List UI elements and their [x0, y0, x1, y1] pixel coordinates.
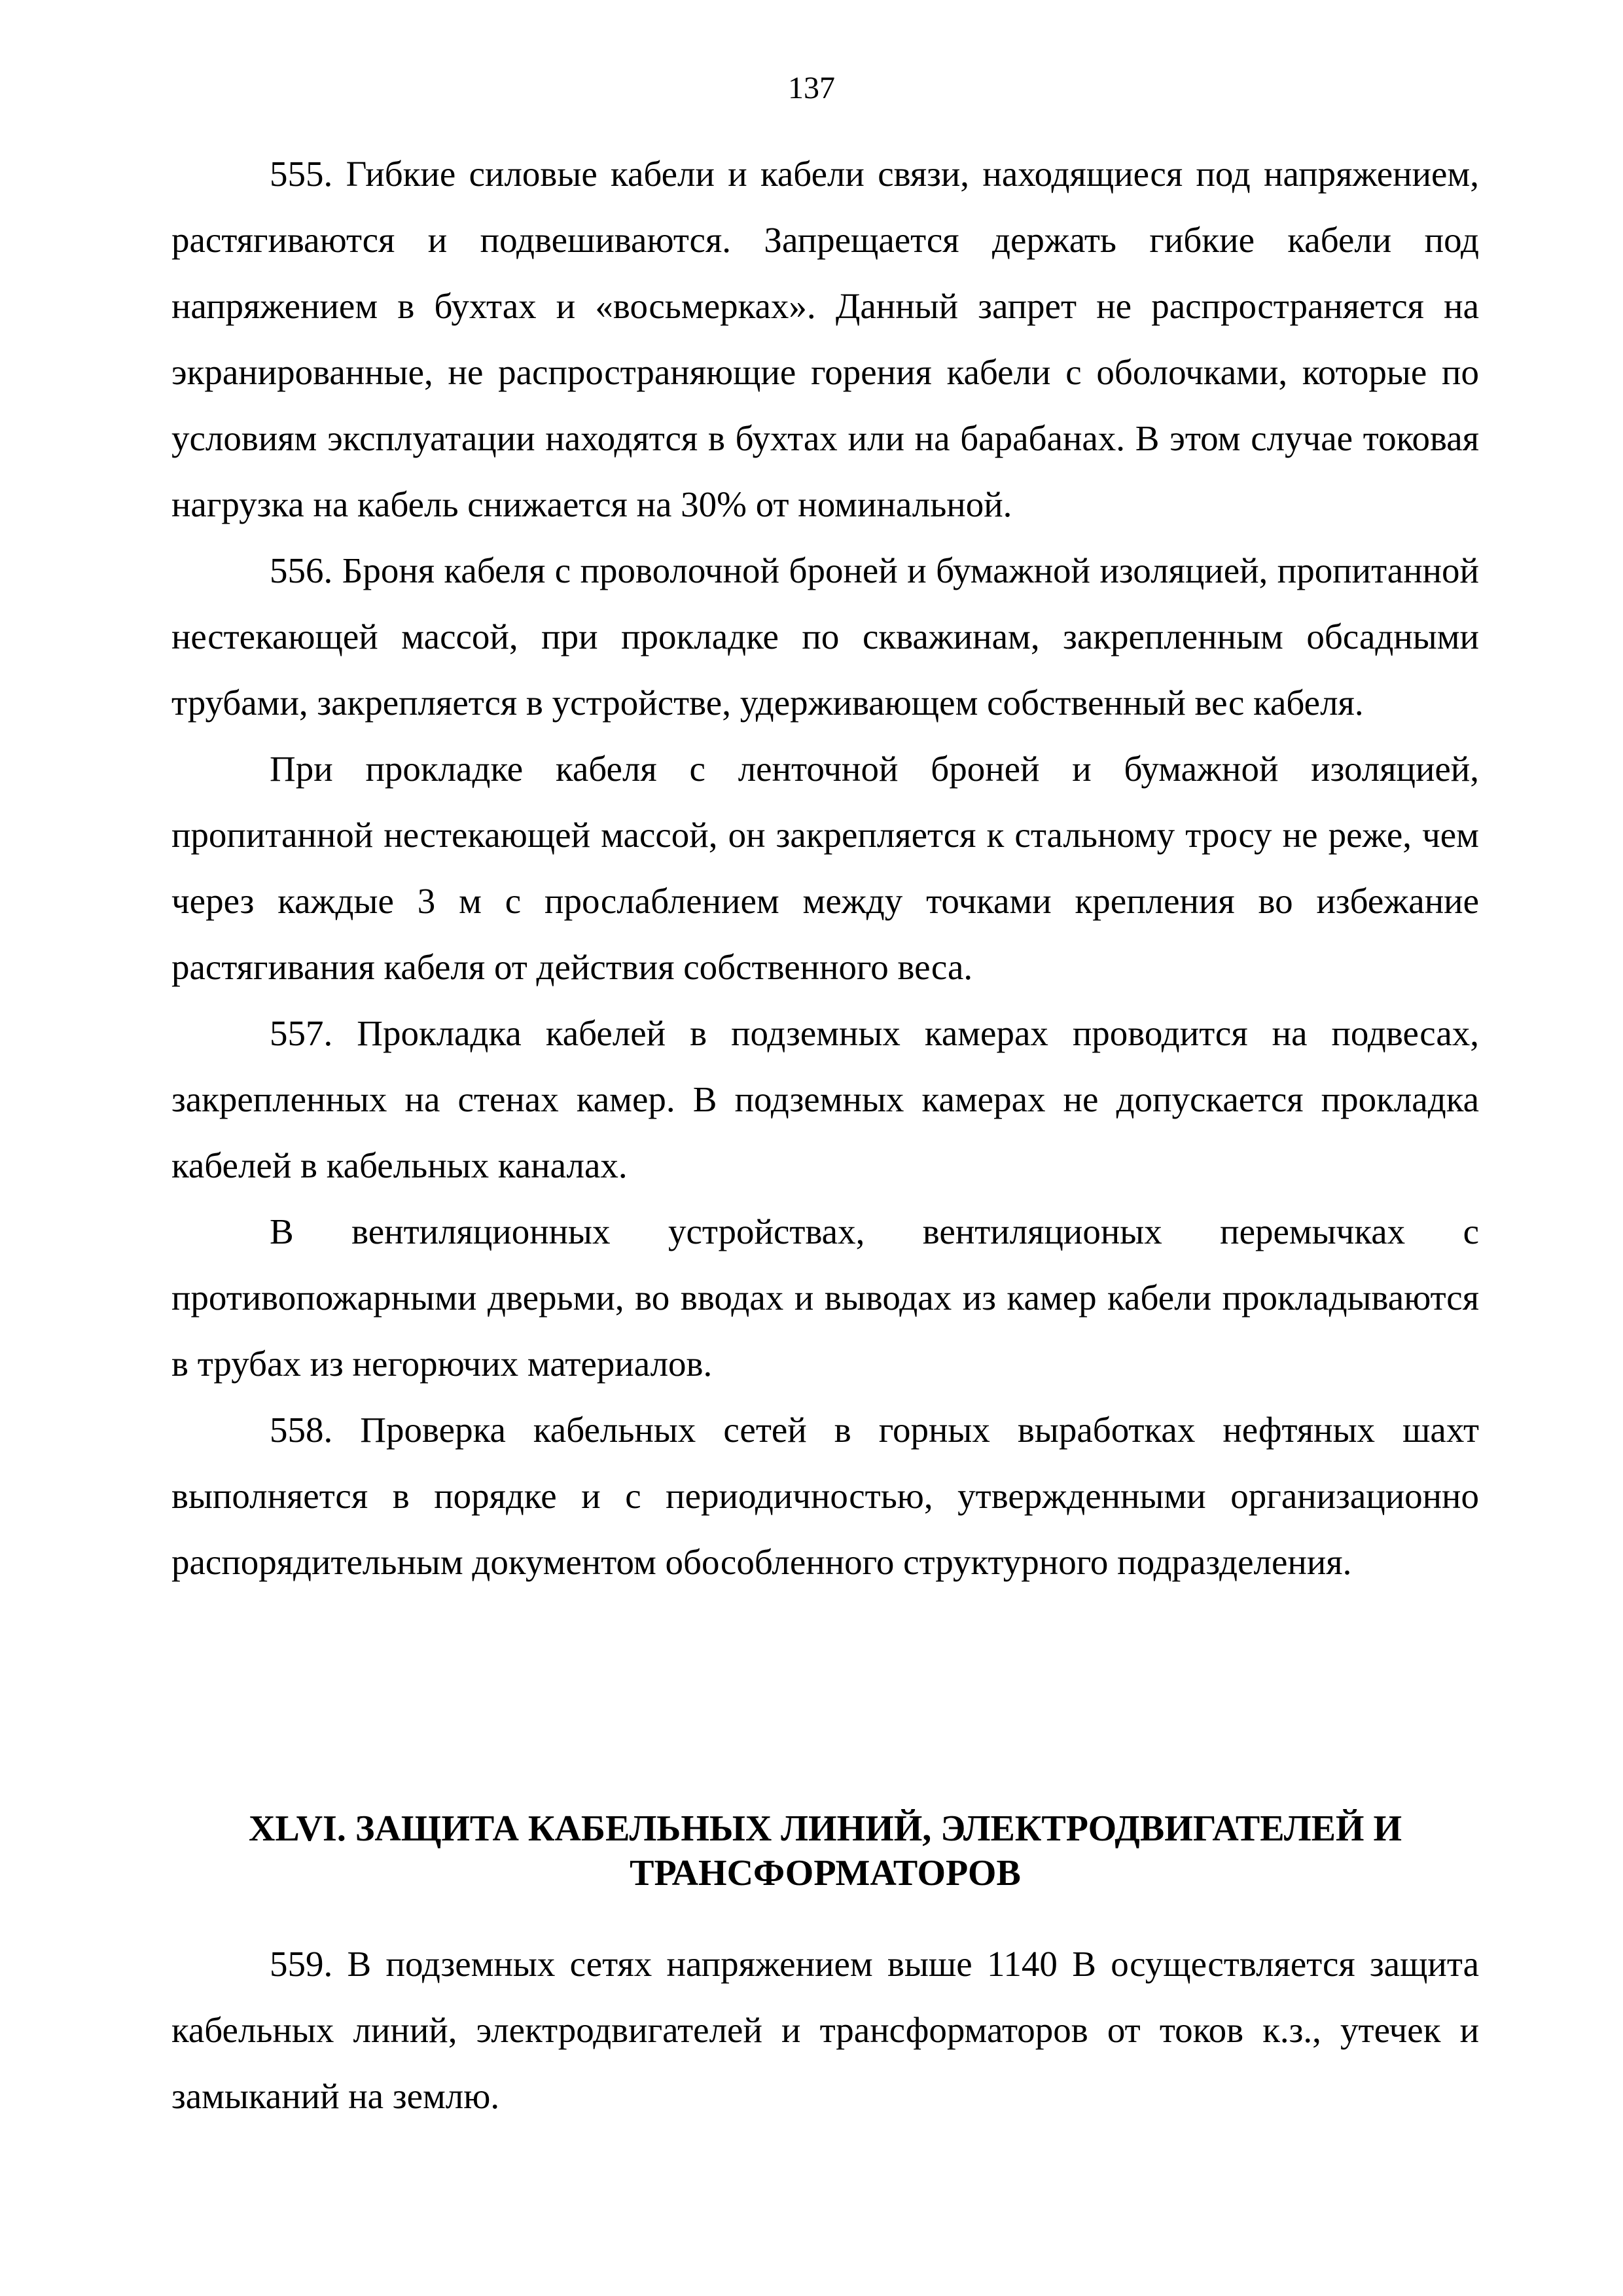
paragraph-559: 559. В подземных сетях напряжением выше 1140 В осуществляется защита кабельных линий, электродвигателей и трансформаторов от токов к.з., утечек и замыканий на землю.: [171, 1944, 1479, 2116]
paragraph-557: 557. Прокладка кабелей в подземных камерах проводится на подвесах, закрепленных на стенах камер. В подземных камерах не допускается прокладка кабелей в кабельных каналах.: [171, 1013, 1479, 1185]
body-text: [171, 141, 1479, 1595]
page-number: 137: [788, 71, 835, 105]
paragraph-556-tape-armor: При прокладке кабеля с ленточной броней и бумажной изоляцией, пропитанной нестекающей массой, он закрепляется к стальному тросу не реже, чем через каждые 3 м с прослаблением между точками крепления во избежание растягивания кабеля от действия собственного веса.: [171, 749, 1479, 987]
section-text: [171, 1931, 1479, 2129]
paragraph-556: 556. Броня кабеля с проволочной броней и бумажной изоляцией, пропитанной нестекающей массой, при прокладке по скважинам, закрепленным обсадными трубами, закрепляется в устройстве, удерживающем собственный вес кабеля.: [171, 550, 1479, 723]
paragraph-558: 558. Проверка кабельных сетей в горных выработках нефтяных шахт выполняется в порядке и с периодичностью, утвержденными организационно распорядительным документом обособленного структурного подразделения.: [171, 1410, 1479, 1582]
paragraph-555: 555. Гибкие силовые кабели и кабели связи, находящиеся под напряжением, растягиваются и подвешиваются. Запрещается держать гибкие кабели под напряжением в бухтах и «восьмерках». Данный запрет не распространяется на экранированные, не распространяющие горения кабели с оболочками, которые по условиям эксплуатации находятся в бухтах или на барабанах. В этом случае токовая нагрузка на кабель снижается на 30% от номинальной.: [171, 154, 1479, 524]
section-heading-line2: ТРАНСФОРМАТОРОВ: [630, 1853, 1021, 1893]
section-heading: [171, 1806, 1479, 1895]
section-heading-line1: XLVI. ЗАЩИТА КАБЕЛЬНЫХ ЛИНИЙ, ЭЛЕКТРОДВИГАТЕЛЕЙ И: [248, 1808, 1402, 1849]
paragraph-557-ventilation: В вентиляционных устройствах, вентиляционых перемычках с противопожарными дверьми, во вводах и выводах из камер кабели прокладываются в трубах из негорючих материалов.: [171, 1211, 1479, 1384]
